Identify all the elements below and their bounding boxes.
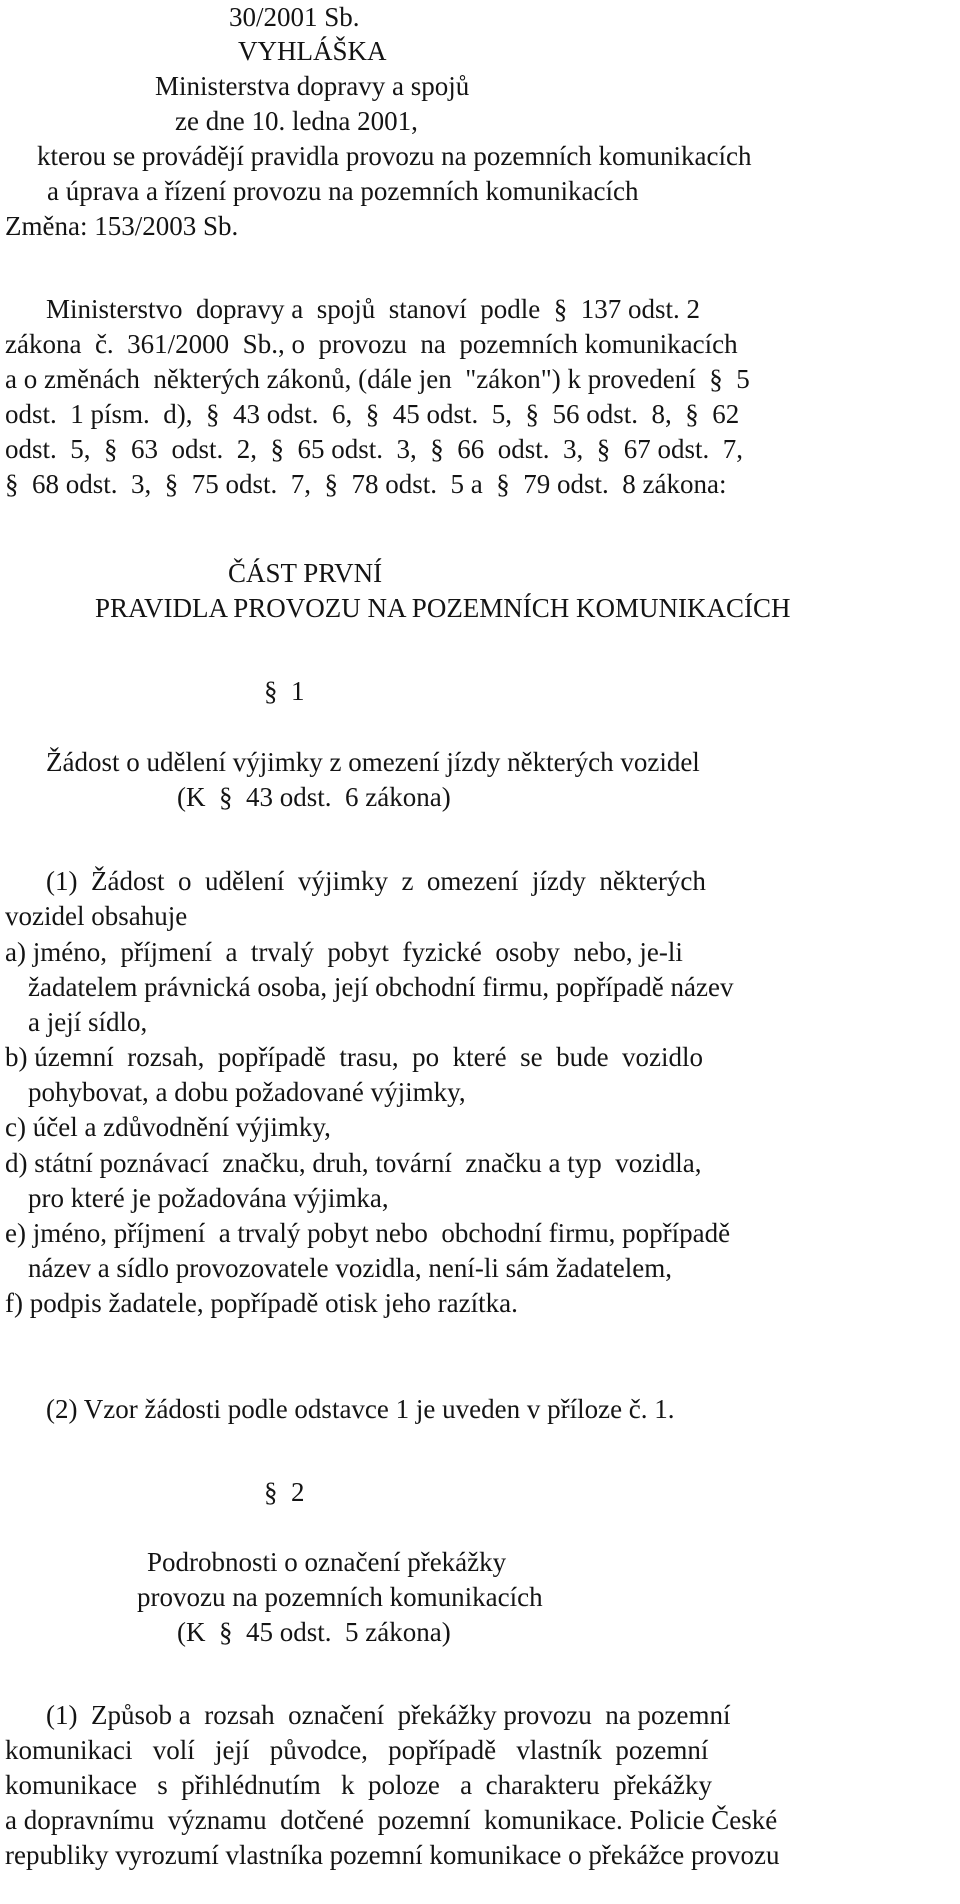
preamble-line: odst. 1 písm. d), § 43 odst. 6, § 45 odst. 5, § 56 odst. 8, § 62	[5, 399, 740, 429]
list-item: f) podpis žadatele, popřípadě otisk jeho razítka.	[5, 1288, 518, 1318]
section-heading: § 1	[264, 676, 305, 706]
section-heading: § 2	[264, 1477, 305, 1507]
list-item-continuation: název a sídlo provozovatele vozidla, není-li sám žadatelem,	[28, 1253, 672, 1283]
preamble-line: Ministerstvo dopravy a spojů stanoví podle § 137 odst. 2	[46, 294, 700, 324]
paragraph-line: (1) Způsob a rozsah označení překážky provozu na pozemní	[46, 1700, 731, 1730]
paragraph-line: komunikace s přihlédnutím k poloze a charakteru překážky	[5, 1770, 713, 1800]
list-item-continuation: a její sídlo,	[28, 1007, 148, 1037]
document-number: 30/2001 Sb.	[229, 2, 360, 32]
list-item-continuation: žadatelem právnická osoba, její obchodní firmu, popřípadě název	[28, 972, 734, 1002]
part-title: PRAVIDLA PROVOZU NA POZEMNÍCH KOMUNIKACÍCH	[95, 593, 791, 623]
section-title: Žádost o udělení výjimky z omezení jízdy některých vozidel	[46, 747, 700, 777]
paragraph-line: vozidel obsahuje	[5, 901, 188, 931]
paragraph-line: a dopravnímu významu dotčené pozemní komunikace. Policie České	[5, 1805, 778, 1835]
amendment-note: Změna: 153/2003 Sb.	[5, 211, 239, 241]
issuing-authority: Ministerstva dopravy a spojů	[155, 71, 470, 101]
preamble-line: § 68 odst. 3, § 75 odst. 7, § 78 odst. 5 a § 79 odst. 8 zákona:	[5, 469, 727, 499]
section-title: Podrobnosti o označení překážky	[147, 1547, 507, 1577]
paragraph-line: (1) Žádost o udělení výjimky z omezení jízdy některých	[46, 866, 706, 896]
section-title: provozu na pozemních komunikacích	[137, 1582, 543, 1612]
title-line: a úprava a řízení provozu na pozemních komunikacích	[47, 176, 639, 206]
list-item-continuation: pro které je požadována výjimka,	[28, 1183, 389, 1213]
preamble-line: zákona č. 361/2000 Sb., o provozu na pozemních komunikacích	[5, 329, 738, 359]
list-item: e) jméno, příjmení a trvalý pobyt nebo obchodní firmu, popřípadě	[5, 1218, 731, 1248]
list-item: c) účel a zdůvodnění výjimky,	[5, 1112, 331, 1142]
list-item: b) územní rozsah, popřípadě trasu, po které se bude vozidlo	[5, 1042, 704, 1072]
title-line: kterou se provádějí pravidla provozu na pozemních komunikacích	[37, 141, 752, 171]
section-reference: (K § 45 odst. 5 zákona)	[177, 1617, 451, 1647]
part-heading: ČÁST PRVNÍ	[228, 558, 383, 588]
paragraph-line: komunikaci volí její původce, popřípadě vlastník pozemní	[5, 1735, 709, 1765]
section-reference: (K § 43 odst. 6 zákona)	[177, 782, 451, 812]
issue-date: ze dne 10. ledna 2001,	[175, 106, 418, 136]
paragraph-line: (2) Vzor žádosti podle odstavce 1 je uveden v příloze č. 1.	[46, 1394, 675, 1424]
preamble-line: odst. 5, § 63 odst. 2, § 65 odst. 3, § 66 odst. 3, § 67 odst. 7,	[5, 434, 744, 464]
list-item: a) jméno, příjmení a trvalý pobyt fyzické osoby nebo, je-li	[5, 937, 683, 967]
preamble-line: a o změnách některých zákonů, (dále jen "zákon") k provedení § 5	[5, 364, 750, 394]
list-item: d) státní poznávací značku, druh, tovární značku a typ vozidla,	[5, 1148, 702, 1178]
list-item-continuation: pohybovat, a dobu požadované výjimky,	[28, 1077, 466, 1107]
paragraph-line: republiky vyrozumí vlastníka pozemní komunikace o překážce provozu	[5, 1840, 780, 1870]
document-type: VYHLÁŠKA	[238, 36, 387, 66]
